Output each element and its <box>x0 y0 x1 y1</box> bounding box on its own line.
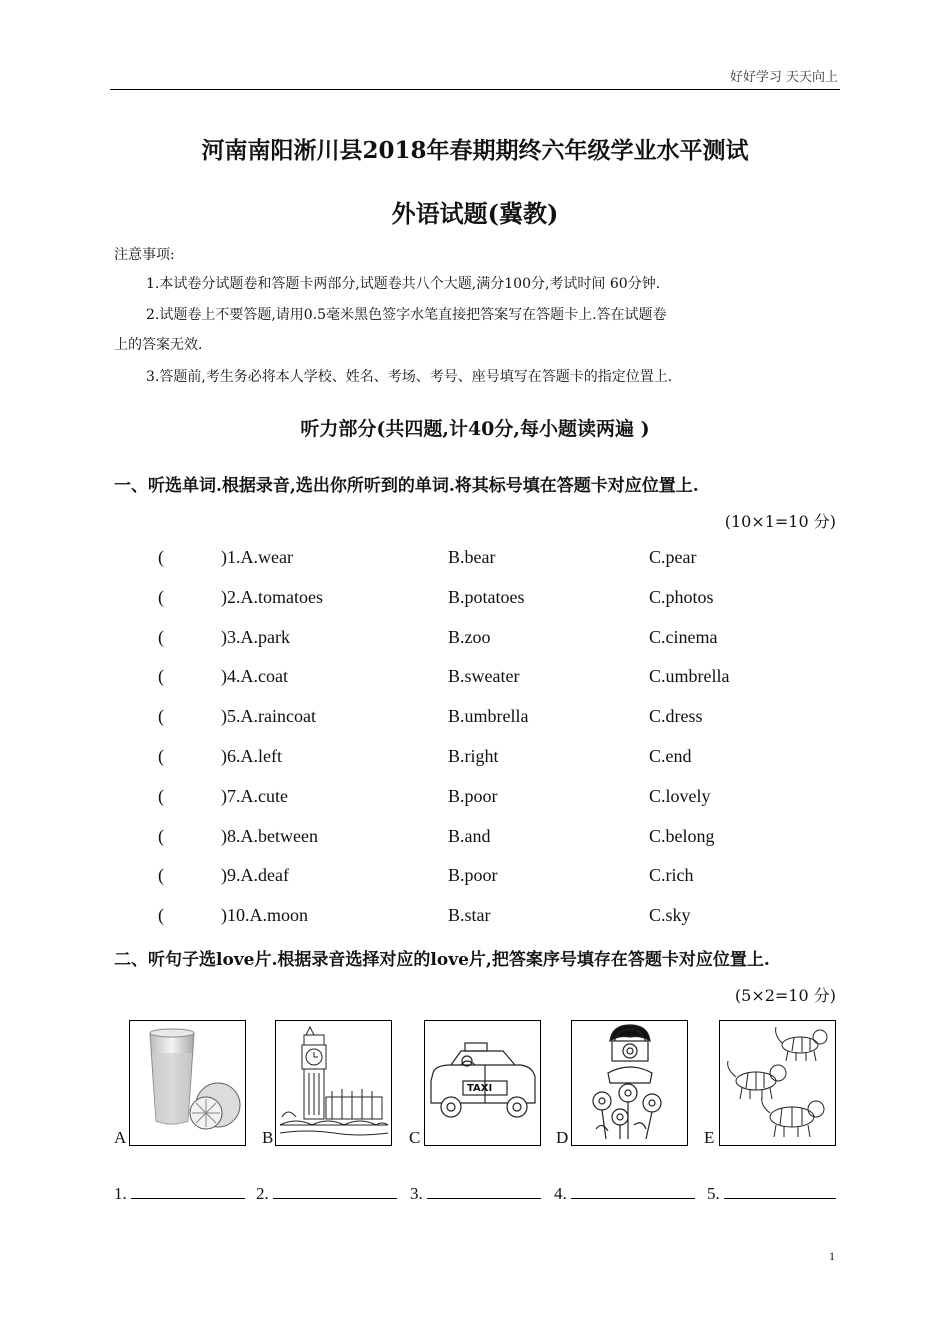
answer-paren[interactable]: ( <box>158 627 164 647</box>
question-row <box>158 746 858 772</box>
option-c: C.pear <box>649 547 697 567</box>
option-a: )8.A.between <box>221 826 318 846</box>
section-1-title: 一、听选单词.根据录音,选出你所听到的单词.将其标号填在答题卡对应位置上. <box>114 476 699 496</box>
option-a: )2.A.tomatoes <box>221 587 323 607</box>
option-c: C.end <box>649 746 692 766</box>
section-1-score: (10×1=10 分) <box>724 512 836 531</box>
answer-paren[interactable]: ( <box>158 706 164 726</box>
option-b: B.poor <box>448 865 498 885</box>
option-a: )7.A.cute <box>221 786 288 806</box>
section-2-title: 二、听句子选love片.根据录音选择对应的love片,把答案序号填存在答题卡对应位置上. <box>114 950 770 970</box>
answer-paren[interactable]: ( <box>158 547 164 567</box>
option-b: B.right <box>448 746 499 766</box>
exam-title: 河南南阳淅川县2018年春期期终六年级学业水平测试 <box>201 137 749 164</box>
option-b: B.poor <box>448 786 498 806</box>
picture-letter: B <box>262 1128 274 1147</box>
question-row <box>158 547 858 573</box>
question-row <box>158 786 858 812</box>
question-row <box>158 826 858 852</box>
question-row <box>158 865 858 891</box>
answer-paren[interactable]: ( <box>158 587 164 607</box>
taxi-label: TAXI <box>467 1083 493 1094</box>
option-b: B.umbrella <box>448 706 529 726</box>
answer-paren[interactable]: ( <box>158 786 164 806</box>
answer-blank-1[interactable]: 1. <box>114 1182 245 1204</box>
option-c: C.umbrella <box>649 666 730 686</box>
answer-blank-5[interactable]: 5. <box>707 1182 836 1204</box>
taxi-icon <box>424 1020 541 1146</box>
notice-item-2: 2.试题卷上不要答题,请用0.5毫米黑色签字水笔直接把答案写在答题卡上.答在试题卷 <box>146 307 667 323</box>
page-header: 好好学习 天天向上 <box>729 70 838 85</box>
question-row <box>158 706 858 732</box>
answer-paren[interactable]: ( <box>158 905 164 925</box>
option-c: C.photos <box>649 587 714 607</box>
option-a: )4.A.coat <box>221 666 288 686</box>
answer-paren[interactable]: ( <box>158 666 164 686</box>
question-row <box>158 587 858 613</box>
picture-option-c <box>409 1020 541 1150</box>
option-b: B.bear <box>448 547 496 567</box>
answer-blank-2[interactable]: 2. <box>256 1182 397 1204</box>
option-b: B.zoo <box>448 627 491 647</box>
big-ben-icon <box>275 1020 392 1146</box>
option-a: )9.A.deaf <box>221 865 289 885</box>
option-a: )3.A.park <box>221 627 290 647</box>
option-c: C.dress <box>649 706 703 726</box>
section-2-score: (5×2=10 分) <box>734 986 836 1005</box>
picture-letter: A <box>114 1128 127 1147</box>
option-a: )6.A.left <box>221 746 282 766</box>
notice-item-3: 3.答题前,考生务必将本人学校、姓名、考场、考号、座号填写在答题卡的指定位置上. <box>146 369 673 385</box>
option-c: C.cinema <box>649 627 718 647</box>
option-c: C.rich <box>649 865 694 885</box>
page-number: 1 <box>829 1249 835 1263</box>
option-c: C.belong <box>649 826 715 846</box>
picture-letter: E <box>704 1128 715 1147</box>
option-a: )10.A.moon <box>221 905 308 925</box>
header-rule <box>110 89 840 90</box>
answer-paren[interactable]: ( <box>158 746 164 766</box>
listening-part-title: 听力部分(共四题,计40分,每小题读两遍 ) <box>300 418 650 440</box>
juice-and-orange-icon <box>129 1020 246 1146</box>
notice-item-2-continued: 上的答案无效. <box>114 337 203 353</box>
answer-blanks <box>114 1182 834 1208</box>
picture-letter: C <box>409 1128 421 1147</box>
question-row <box>158 905 858 931</box>
picture-option-a <box>114 1020 246 1150</box>
notice-item-1: 1.本试卷分试题卷和答题卡两部分,试题卷共八个大题,满分100分,考试时间 60分钟. <box>146 276 661 292</box>
option-b: B.and <box>448 826 491 846</box>
boy-with-camera-icon <box>571 1020 688 1146</box>
answer-blank-4[interactable]: 4. <box>554 1182 695 1204</box>
option-a: )5.A.raincoat <box>221 706 316 726</box>
picture-letter: D <box>556 1128 569 1147</box>
question-row <box>158 627 858 653</box>
option-b: B.star <box>448 905 491 925</box>
option-b: B.sweater <box>448 666 520 686</box>
picture-option-b <box>262 1020 394 1150</box>
answer-blank-3[interactable]: 3. <box>410 1182 541 1204</box>
tigers-icon <box>719 1020 836 1146</box>
picture-option-d <box>556 1020 688 1150</box>
option-b: B.potatoes <box>448 587 525 607</box>
answer-paren[interactable]: ( <box>158 865 164 885</box>
option-c: C.sky <box>649 905 691 925</box>
answer-paren[interactable]: ( <box>158 826 164 846</box>
option-c: C.lovely <box>649 786 711 806</box>
option-a: )1.A.wear <box>221 547 293 567</box>
exam-subtitle: 外语试题(冀教) <box>391 199 559 228</box>
question-row <box>158 666 858 692</box>
notice-heading: 注意事项: <box>114 247 175 263</box>
picture-option-e <box>704 1020 836 1150</box>
